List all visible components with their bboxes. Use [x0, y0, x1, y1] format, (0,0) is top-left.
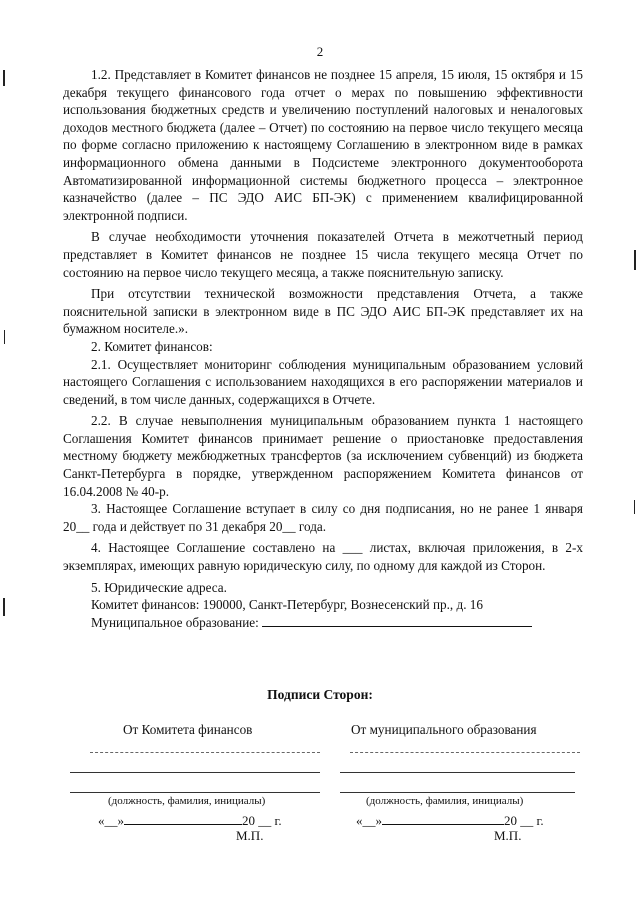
- paragraph-1-2: 1.2. Представляет в Комитет финансов не позднее 15 апреля, 15 июля, 15 октября и 15 декабря текущего финансового года отчет о мерах по повышению эффективности использования бюджетных средств и увеличению поступлений налоговых и неналоговых доходов местного бюджета (далее – Отчет) по состоянию на первое число текущего месяца по форме согласно приложению к настоящему Соглашению в электронном виде в рамках информационного обмена данными в Подсистеме электронного документооборота Автоматизированной информационной системы бюджетного процесса – электронное казначейство (далее – ПС ЭДО АИС БП-ЭК) с применением квалифицированной электронной подписи.: [63, 67, 583, 223]
- right-date-year: 20: [504, 813, 517, 828]
- right-date-tail: __ г.: [520, 813, 544, 828]
- right-date-day: «__»: [356, 813, 382, 828]
- signatures-title: Подписи Сторон:: [267, 687, 373, 702]
- paragraph-3: 3. Настоящее Соглашение вступает в силу со дня подписания, но не ранее 1 января 20__ года и действует по 31 декабря 20__ года.: [63, 501, 583, 534]
- left-stamp-label: М.П.: [236, 828, 264, 843]
- right-signature-line-3: [340, 792, 575, 793]
- left-signature-line-3: [70, 792, 320, 793]
- left-signature-line-1: [90, 752, 320, 753]
- right-signature-line-1: [350, 752, 580, 753]
- agreement-body: [63, 66, 583, 631]
- paragraph-2-2: 2.2. В случае невыполнения муниципальным образованием пункта 1 настоящего Соглашения Комитет финансов принимает решение о приостановке предоставления местному бюджету межбюджетных трансфертов (за исключением субвенций) из бюджета Санкт-Петербурга в порядке, утвержденном распоряжением Комитета финансов от 16.04.2008 № 40-р.: [63, 413, 583, 499]
- address-committee: Комитет финансов: 190000, Санкт-Петербург, Вознесенский пр., д. 16: [91, 597, 483, 613]
- right-date: [356, 812, 544, 829]
- scan-mark: [3, 70, 5, 86]
- right-signature-caption: (должность, фамилия, инициалы): [366, 795, 524, 807]
- left-date-month-line: [124, 812, 242, 825]
- left-date-year: 20: [242, 813, 255, 828]
- left-date-day: «__»: [98, 813, 124, 828]
- paragraph-2-1: 2.1. Осуществляет мониторинг соблюдения муниципальным образованием условий настоящего Соглашения с использованием находящихся в его распоряжении материалов и сведений, в том числе данных, содержащихся в Отчете.: [63, 356, 583, 407]
- right-date-month-line: [382, 812, 504, 825]
- paragraph-paper-submission: При отсутствии технической возможности представления Отчета, а также пояснительной записки в электронном виде в ПС ЭДО АИС БП-ЭК представляет их на бумажном носителе.».: [63, 286, 583, 337]
- scan-mark: [3, 598, 5, 616]
- left-date-tail: __ г.: [258, 813, 282, 828]
- paragraph-2: 2. Комитет финансов:: [91, 338, 213, 354]
- municipal-label: Муниципальное образование:: [91, 614, 259, 630]
- left-party-header: От Комитета финансов: [123, 722, 253, 737]
- scan-mark: [4, 330, 5, 344]
- paragraph-5: 5. Юридические адреса.: [91, 579, 227, 595]
- municipal-fill-line: [262, 614, 532, 627]
- paragraph-4: 4. Настоящее Соглашение составлено на ___ листах, включая приложения, в 2-х экземплярах, имеющих равную юридическую силу, по одному для каждой из Сторон.: [63, 540, 583, 574]
- scan-mark: [634, 500, 635, 514]
- right-signature-line-2: [340, 772, 575, 773]
- left-signature-caption: (должность, фамилия, инициалы): [108, 795, 266, 807]
- left-signature-line-2: [70, 772, 320, 773]
- left-date: [98, 812, 282, 829]
- address-municipal: [63, 614, 583, 632]
- scan-mark: [634, 250, 636, 270]
- page-number: 2: [316, 44, 324, 59]
- paragraph-clarification: В случае необходимости уточнения показателей Отчета в межотчетный период представляет в Комитет финансов не позднее 15 числа текущего месяца Отчет по состоянию на первое число текущего месяца, а также пояснительную записку.: [63, 229, 583, 280]
- right-party-header: От муниципального образования: [351, 722, 537, 737]
- right-stamp-label: М.П.: [494, 828, 522, 843]
